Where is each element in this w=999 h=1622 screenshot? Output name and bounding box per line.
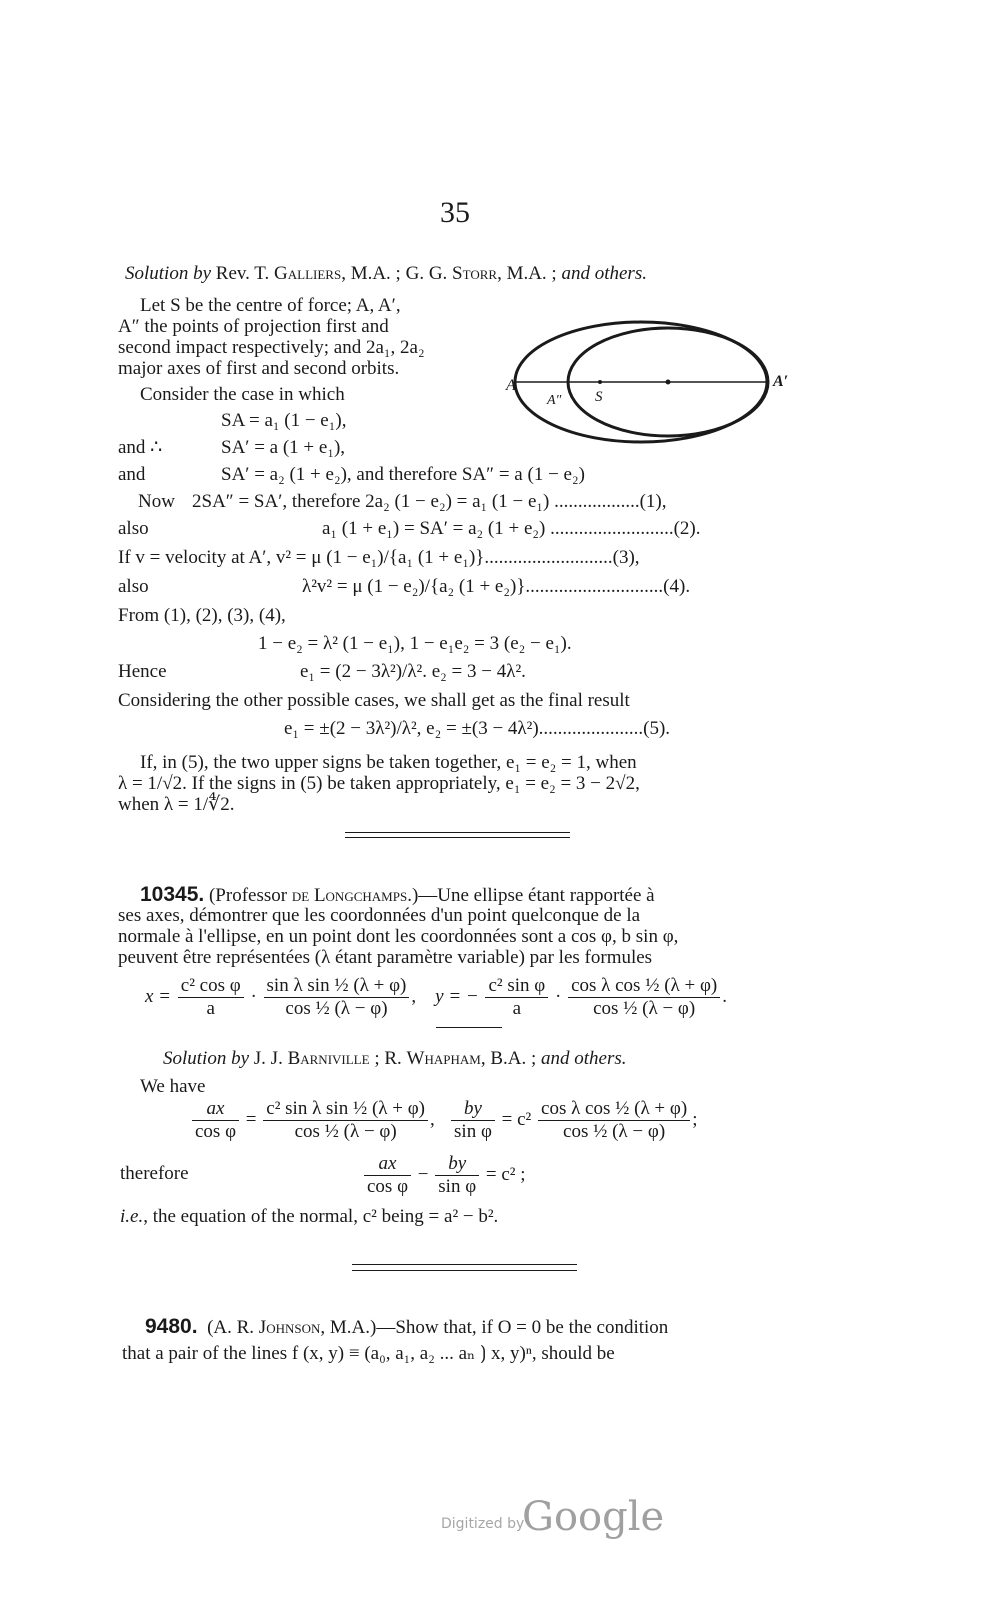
eq-4: λ²v² = μ (1 − e₂)/{a₂ (1 + e₂)}.............................(4).	[302, 576, 691, 597]
eq-sa-prime-2: SA′ = a₂ (1 + e₂), and therefore SA″ = a (1 − e₂)	[221, 464, 585, 485]
separator-rule-2b	[352, 1270, 577, 1271]
final-line-2: λ = 1/√2. If the signs in (5) be taken appropriately, e₁ = e₂ = 3 − 2√2,	[118, 773, 640, 794]
also-label-1: also	[118, 518, 149, 539]
page-number: 35	[440, 196, 470, 229]
solution-prefix: Solution by	[125, 263, 212, 284]
problem-number-9480: 9480.	[145, 1315, 198, 1338]
equation-we-have	[190, 1098, 697, 1143]
fraction-sin-lambda: $\frac{\text{sin λ sin ½ (λ + φ)}}{\text{cos ½ (λ − φ)}}$	[264, 975, 410, 1020]
problem-10345-author-open: (Professor	[208, 885, 288, 906]
eq-sa: SA = a₁ (1 − e₁),	[221, 410, 347, 431]
author-whapham-initials: R.	[384, 1048, 402, 1069]
fraction-ax-cos-2: $\frac{ax}{\text{cos φ}}$	[364, 1153, 411, 1198]
author-storr-degree: , M.A. ;	[497, 263, 557, 284]
focus-s-dot	[598, 380, 602, 384]
author-rev: Rev. T.	[215, 263, 270, 284]
problem-10345-author-de: de	[291, 885, 310, 906]
author-storr-initials: G. G.	[405, 263, 448, 284]
fraction-by-sin-2: $\frac{by}{\text{sin φ}}$	[435, 1153, 479, 1198]
final-line-1: If, in (5), the two upper signs be taken together, e₁ = e₂ = 1, when	[140, 752, 637, 773]
label-a-double-prime: A″	[547, 393, 562, 408]
eq-b-rhs: = c² ;	[485, 1163, 526, 1185]
intro-line-2: A″ the points of projection first and	[118, 316, 389, 337]
separator-rule-2a	[352, 1264, 577, 1265]
final-line-3: when λ = 1/∜2.	[118, 794, 235, 815]
fraction-by-sin: $\frac{by}{\text{sin φ}}$	[451, 1098, 495, 1143]
eq-a-equals: =	[245, 1108, 257, 1130]
equation-therefore	[362, 1153, 526, 1198]
now-label: Now	[138, 491, 175, 512]
and-others-2: and others.	[541, 1048, 627, 1069]
eq-5: e₁ = ±(2 − 3λ²)/λ², e₂ = ±(3 − 4λ²)......................(5).	[284, 718, 671, 739]
problem-9480-author-open: (A. R.	[207, 1317, 255, 1338]
problem-10345-header	[140, 884, 655, 907]
eq-from: 1 − e₂ = λ² (1 − e₁), 1 − e₁e₂ = 3 (e₂ − e₁).	[258, 633, 572, 654]
author-barniville-initials: J. J.	[253, 1048, 283, 1069]
fraction-c2cos-over-a: $\frac{\text{c² cos φ}}{a}$	[178, 975, 244, 1020]
also-label-2: also	[118, 576, 149, 597]
formula-end: .	[722, 985, 727, 1007]
centre-dot	[666, 380, 671, 385]
author-galliers: Galliers	[274, 263, 342, 284]
eq-a-sep: ,	[430, 1108, 435, 1130]
fraction-c2-sin-lambda: $\frac{\text{c² sin λ sin ½ (λ + φ)}}{\text{cos ½ (λ − φ)}}$	[263, 1098, 428, 1143]
solution-header-1	[125, 263, 647, 285]
eq-b-minus: −	[417, 1163, 429, 1185]
orbit-figure	[495, 300, 795, 450]
ie-text: , the equation of the normal, c² being = a² − b².	[143, 1206, 499, 1227]
eq-a-equals-c2: = c²	[501, 1108, 532, 1130]
label-a: A	[506, 377, 516, 394]
label-s: S	[595, 389, 603, 405]
intro-line-5: Consider the case in which	[140, 384, 345, 405]
fraction-cos-lambda: $\frac{\text{cos λ cos ½ (λ + φ)}}{\text{cos ½ (λ − φ)}}$	[568, 975, 720, 1020]
and-label: and	[118, 464, 146, 485]
therefore-label: therefore	[120, 1163, 189, 1184]
author-barniville: Barniville	[287, 1048, 370, 1069]
considering-line: Considering the other possible cases, we shall get as the final result	[118, 690, 630, 711]
fraction-ax-cos: $\frac{ax}{\text{cos φ}}$	[192, 1098, 239, 1143]
eq-2: a₁ (1 + e₁) = SA′ = a₂ (1 + e₂) ..........................(2).	[322, 518, 701, 539]
problem-10345-line-1: ses axes, démontrer que les coordonnées d'un point quelconque de la	[118, 905, 641, 926]
problem-10345-line-3: peuvent être représentées (λ étant paramètre variable) par les formules	[118, 947, 653, 968]
eq-a-end: ;	[692, 1108, 698, 1130]
author-whapham: Whapham	[406, 1048, 481, 1069]
formula-dot-2: ·	[555, 985, 562, 1007]
ie-line	[120, 1206, 498, 1228]
problem-9480-line-2: that a pair of the lines f (x, y) ≡ (a₀, a₁, a₂ ... aₙ ⟯ x, y)ⁿ, should be	[122, 1343, 615, 1364]
eq-sa-prime: SA′ = a (1 + e₁),	[221, 437, 346, 458]
google-logo: Google	[522, 1494, 665, 1540]
author-whapham-degree: , B.A. ;	[480, 1048, 537, 1069]
problem-number-10345: 10345.	[140, 883, 205, 906]
formula-x-lhs: x =	[145, 985, 172, 1007]
problem-10345-author-name: Longchamps	[313, 885, 408, 906]
and-others: and others.	[561, 263, 647, 284]
label-a-prime: A′	[773, 373, 789, 390]
eq-3: If v = velocity at A′, v² = μ (1 − e₁)/{a₁ (1 + e₁)}...........................(3),	[118, 547, 640, 568]
formula-y-lhs: y = −	[435, 985, 479, 1007]
and-therefore-label: and ∴	[118, 437, 163, 458]
from-line: From (1), (2), (3), (4),	[118, 605, 286, 626]
digitized-by-label: Digitized by	[441, 1516, 525, 1532]
separator-rule-1b	[345, 837, 570, 838]
solution-header-2: Solution by J. J. Barniville ; R. Whapham, B.A. ; and others.	[163, 1048, 627, 1069]
separator-rule-1a	[345, 832, 570, 833]
intro-line-1: Let S be the centre of force; A, A′,	[140, 295, 401, 316]
separator-rule-short	[436, 1027, 502, 1028]
intro-line-4: major axes of first and second orbits.	[118, 358, 400, 379]
we-have-label: We have	[140, 1076, 206, 1097]
problem-9480-author-name: Johnson	[258, 1317, 321, 1338]
ie-prefix: i.e.	[120, 1206, 144, 1227]
eq-hence: e₁ = (2 − 3λ²)/λ². e₂ = 3 − 4λ².	[300, 661, 526, 682]
author-storr: Storr	[452, 263, 498, 284]
intro-line-3: second impact respectively; and 2a₁, 2a₂	[118, 337, 425, 358]
formula-10345	[145, 975, 727, 1020]
formula-dot-1: ·	[250, 985, 257, 1007]
solution2-prefix: Solution by	[163, 1048, 250, 1069]
problem-9480-author-rest: , M.A.)—Show that, if O = 0 be the condition	[320, 1317, 669, 1338]
problem-9480-header	[145, 1316, 668, 1339]
hence-label: Hence	[118, 661, 167, 682]
fraction-cos-lambda-2: $\frac{\text{cos λ cos ½ (λ + φ)}}{\text{cos ½ (λ − φ)}}$	[538, 1098, 690, 1143]
formula-comma: ,	[411, 985, 417, 1007]
author-galliers-degree: , M.A. ;	[341, 263, 401, 284]
problem-10345-line-2: normale à l'ellipse, en un point dont les coordonnées sont a cos φ, b sin φ,	[118, 926, 679, 947]
problem-10345-author-close: .)—Une ellipse étant rapportée à	[407, 885, 655, 906]
eq-1: 2SA″ = SA′, therefore 2a₂ (1 − e₂) = a₁ (1 − e₁) ..................(1),	[192, 491, 667, 512]
fraction-c2sin-over-a: $\frac{\text{c² sin φ}}{a}$	[485, 975, 548, 1020]
